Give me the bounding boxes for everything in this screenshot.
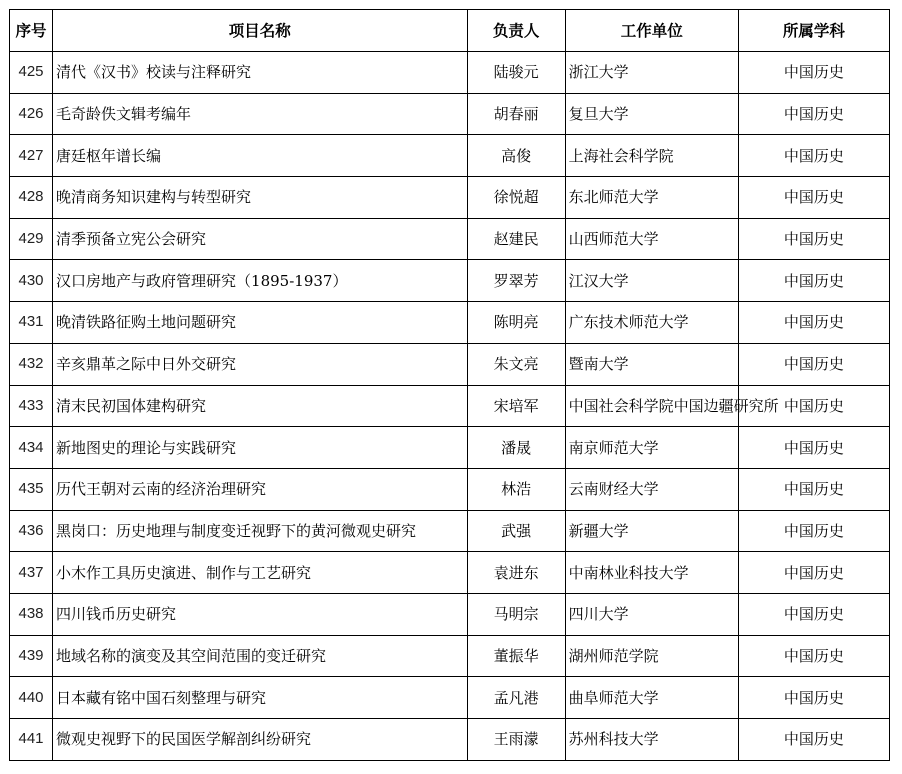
person-in-charge-cell: 朱文亮	[467, 343, 565, 385]
row-number-cell: 440	[10, 677, 53, 719]
header-person: 负责人	[467, 10, 565, 52]
person-in-charge-cell: 徐悦超	[467, 177, 565, 219]
subject-cell: 中国历史	[738, 552, 889, 594]
row-number-cell: 428	[10, 177, 53, 219]
work-unit-cell: 苏州科技大学	[565, 719, 738, 761]
project-name-cell: 清代《汉书》校读与注释研究	[53, 52, 467, 94]
table-row	[10, 510, 890, 552]
table-row	[10, 385, 890, 427]
header-project-name: 项目名称	[53, 10, 467, 52]
work-unit-cell: 中国社会科学院中国边疆研究所	[565, 385, 738, 427]
person-in-charge-cell: 潘晟	[467, 427, 565, 469]
header-subject: 所属学科	[738, 10, 889, 52]
work-unit-cell: 暨南大学	[565, 343, 738, 385]
row-number-cell: 436	[10, 510, 53, 552]
header-no: 序号	[10, 10, 53, 52]
table-row	[10, 177, 890, 219]
table-row	[10, 343, 890, 385]
subject-cell: 中国历史	[738, 510, 889, 552]
person-in-charge-cell: 袁进东	[467, 552, 565, 594]
row-number-cell: 429	[10, 218, 53, 260]
person-in-charge-cell: 陈明亮	[467, 302, 565, 344]
person-in-charge-cell: 马明宗	[467, 593, 565, 635]
subject-cell: 中国历史	[738, 93, 889, 135]
row-number-cell: 426	[10, 93, 53, 135]
subject-cell: 中国历史	[738, 177, 889, 219]
person-in-charge-cell: 罗翠芳	[467, 260, 565, 302]
row-number-cell: 425	[10, 52, 53, 94]
person-in-charge-cell: 胡春丽	[467, 93, 565, 135]
project-name-cell: 毛奇龄佚文辑考编年	[53, 93, 467, 135]
project-name-cell: 清季预备立宪公会研究	[53, 218, 467, 260]
work-unit-cell: 山西师范大学	[565, 218, 738, 260]
subject-cell: 中国历史	[738, 719, 889, 761]
subject-cell: 中国历史	[738, 218, 889, 260]
row-number-cell: 427	[10, 135, 53, 177]
table-row	[10, 552, 890, 594]
row-number-cell: 434	[10, 427, 53, 469]
person-in-charge-cell: 孟凡港	[467, 677, 565, 719]
subject-cell: 中国历史	[738, 135, 889, 177]
header-row	[10, 10, 890, 52]
table-row	[10, 52, 890, 94]
subject-cell: 中国历史	[738, 468, 889, 510]
table-row	[10, 135, 890, 177]
project-name-cell: 日本藏有铭中国石刻整理与研究	[53, 677, 467, 719]
subject-cell: 中国历史	[738, 302, 889, 344]
table-row	[10, 593, 890, 635]
person-in-charge-cell: 王雨濛	[467, 719, 565, 761]
project-name-cell: 辛亥鼎革之际中日外交研究	[53, 343, 467, 385]
row-number-cell: 435	[10, 468, 53, 510]
person-in-charge-cell: 林浩	[467, 468, 565, 510]
row-number-cell: 437	[10, 552, 53, 594]
row-number-cell: 431	[10, 302, 53, 344]
table-row	[10, 719, 890, 761]
project-name-cell: 新地图史的理论与实践研究	[53, 427, 467, 469]
person-in-charge-cell: 董振华	[467, 635, 565, 677]
subject-cell: 中国历史	[738, 635, 889, 677]
work-unit-cell: 湖州师范学院	[565, 635, 738, 677]
table-row	[10, 302, 890, 344]
row-number-cell: 433	[10, 385, 53, 427]
work-unit-cell: 复旦大学	[565, 93, 738, 135]
work-unit-cell: 浙江大学	[565, 52, 738, 94]
table-row	[10, 218, 890, 260]
work-unit-cell: 江汉大学	[565, 260, 738, 302]
project-name-cell: 晚清铁路征购土地问题研究	[53, 302, 467, 344]
person-in-charge-cell: 陆骏元	[467, 52, 565, 94]
project-name-cell: 黑岗口：历史地理与制度变迁视野下的黄河微观史研究	[53, 510, 467, 552]
table-row	[10, 468, 890, 510]
table-row	[10, 93, 890, 135]
work-unit-cell: 新疆大学	[565, 510, 738, 552]
work-unit-cell: 曲阜师范大学	[565, 677, 738, 719]
table-row	[10, 260, 890, 302]
project-name-cell: 地域名称的演变及其空间范围的变迁研究	[53, 635, 467, 677]
subject-cell: 中国历史	[738, 677, 889, 719]
subject-cell: 中国历史	[738, 593, 889, 635]
work-unit-cell: 上海社会科学院	[565, 135, 738, 177]
subject-cell: 中国历史	[738, 343, 889, 385]
subject-cell: 中国历史	[738, 260, 889, 302]
work-unit-cell: 南京师范大学	[565, 427, 738, 469]
project-table	[9, 9, 890, 761]
table-row	[10, 427, 890, 469]
project-name-cell: 历代王朝对云南的经济治理研究	[53, 468, 467, 510]
subject-cell: 中国历史	[738, 385, 889, 427]
person-in-charge-cell: 武强	[467, 510, 565, 552]
header-unit: 工作单位	[565, 10, 738, 52]
project-name-cell: 唐廷枢年谱长编	[53, 135, 467, 177]
project-name-cell: 四川钱币历史研究	[53, 593, 467, 635]
project-name-cell: 汉口房地产与政府管理研究（1895-1937）	[53, 260, 467, 302]
project-name-cell: 清末民初国体建构研究	[53, 385, 467, 427]
work-unit-cell: 云南财经大学	[565, 468, 738, 510]
work-unit-cell: 四川大学	[565, 593, 738, 635]
work-unit-cell: 中南林业科技大学	[565, 552, 738, 594]
row-number-cell: 438	[10, 593, 53, 635]
person-in-charge-cell: 高俊	[467, 135, 565, 177]
work-unit-cell: 广东技术师范大学	[565, 302, 738, 344]
person-in-charge-cell: 赵建民	[467, 218, 565, 260]
person-in-charge-cell: 宋培军	[467, 385, 565, 427]
row-number-cell: 432	[10, 343, 53, 385]
table-body	[10, 52, 890, 761]
subject-cell: 中国历史	[738, 52, 889, 94]
work-unit-cell: 东北师范大学	[565, 177, 738, 219]
project-name-cell: 小木作工具历史演进、制作与工艺研究	[53, 552, 467, 594]
row-number-cell: 430	[10, 260, 53, 302]
row-number-cell: 441	[10, 719, 53, 761]
subject-cell: 中国历史	[738, 427, 889, 469]
table-row	[10, 677, 890, 719]
table-header	[10, 10, 890, 52]
project-name-cell: 晚清商务知识建构与转型研究	[53, 177, 467, 219]
project-name-cell: 微观史视野下的民国医学解剖纠纷研究	[53, 719, 467, 761]
table-row	[10, 635, 890, 677]
row-number-cell: 439	[10, 635, 53, 677]
